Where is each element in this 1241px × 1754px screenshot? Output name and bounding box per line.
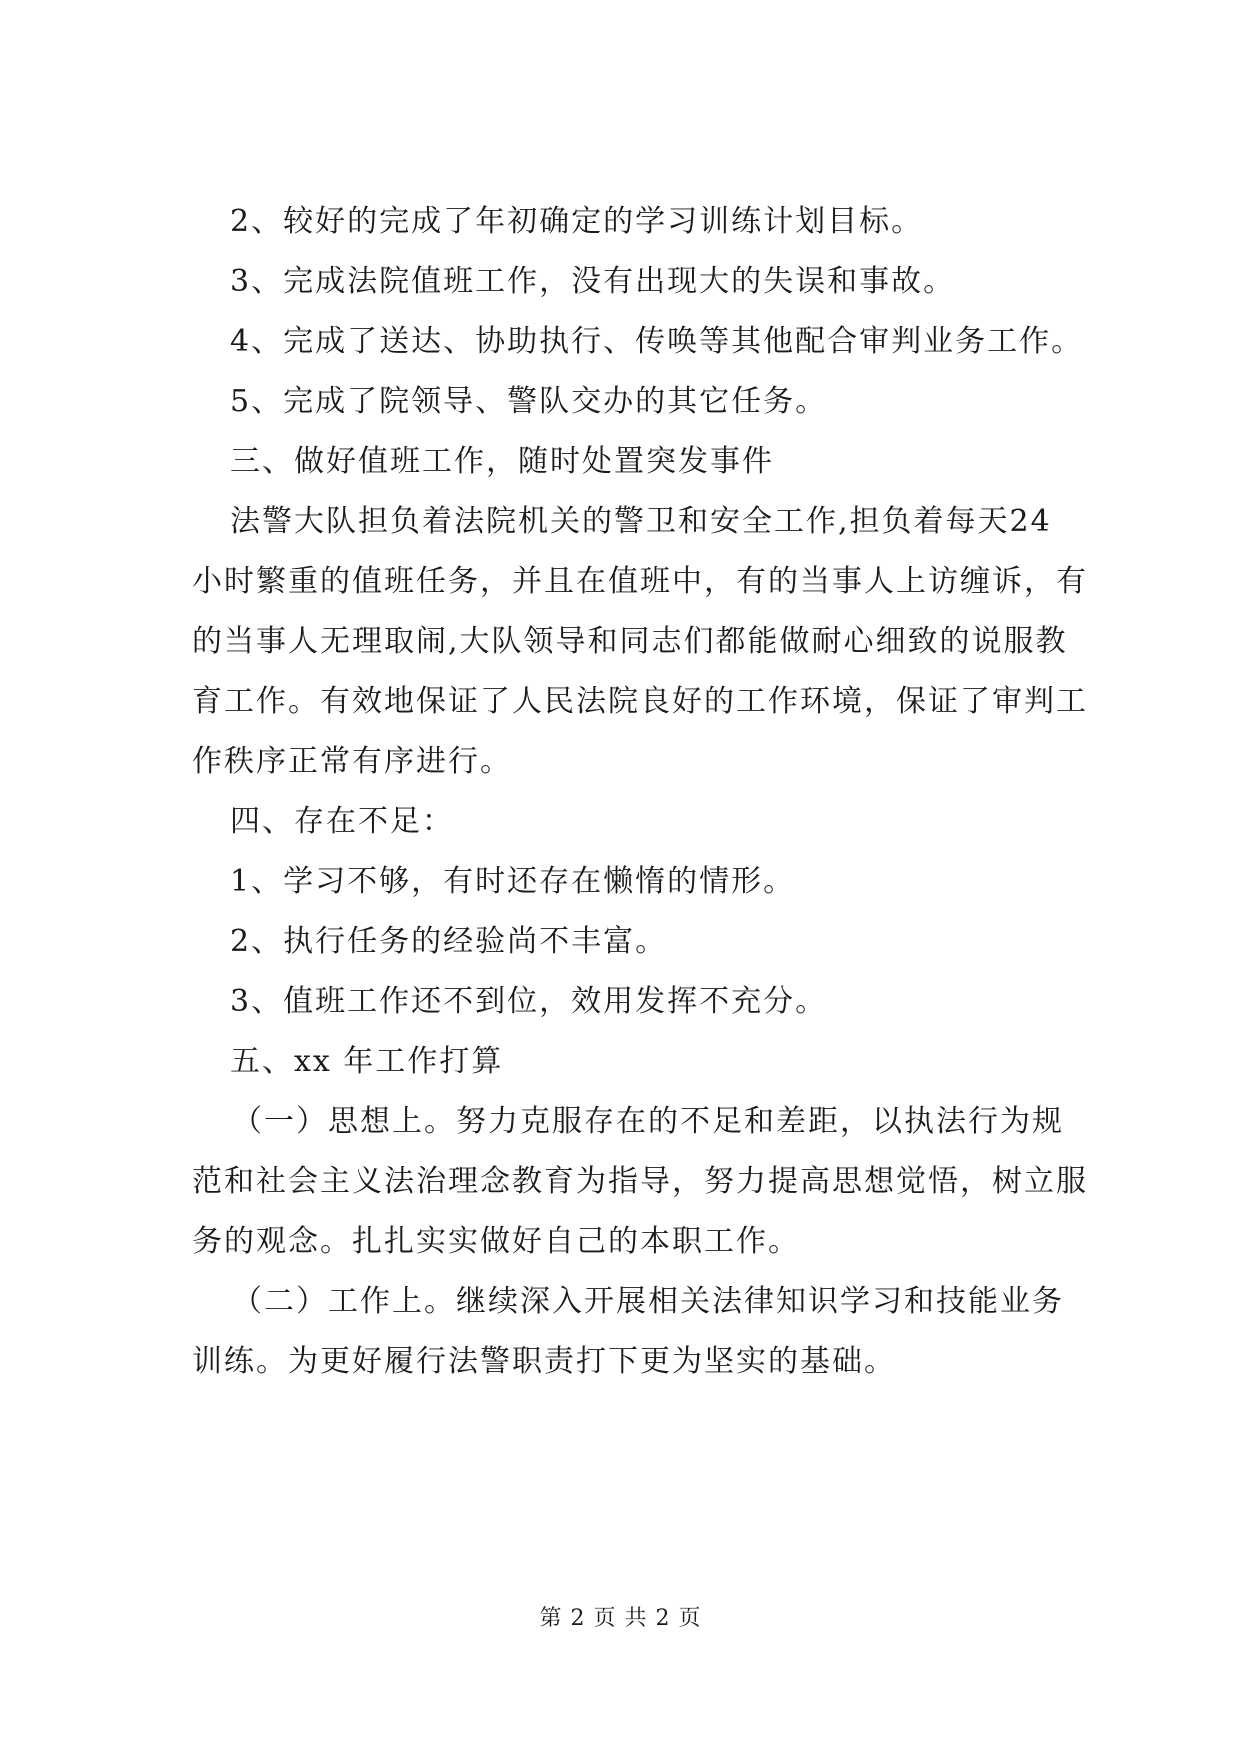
list-item: 2、较好的完成了年初确定的学习训练计划目标。 [230, 204, 924, 239]
list-item: 3、值班工作还不到位，效用发挥不充分。 [230, 984, 828, 1019]
paragraph-line: 法警大队担负着法院机关的警卫和安全工作,担负着每天24 [230, 504, 1052, 539]
list-item: 2、执行任务的经验尚不丰富。 [230, 924, 668, 959]
section-heading-4: 四、存在不足： [230, 804, 454, 839]
paragraph-line: 训练。为更好履行法警职责打下更为坚实的基础。 [192, 1344, 896, 1379]
list-item: 5、完成了院领导、警队交办的其它任务。 [230, 384, 828, 419]
section-3-paragraph [192, 492, 1088, 792]
list-item: 4、完成了送达、协助执行、传唤等其他配合审判业务工作。 [230, 324, 1084, 359]
list-item: 3、完成法院值班工作，没有出现大的失误和事故。 [230, 264, 956, 299]
document-body [192, 192, 1088, 1392]
paragraph-line: 小时繁重的值班任务，并且在值班中，有的当事人上访缠诉，有 [192, 564, 1088, 599]
section-heading-3: 三、做好值班工作，随时处置突发事件 [230, 444, 774, 479]
paragraph-line: 的当事人无理取闹,大队领导和同志们都能做耐心细致的说服教 [192, 624, 1068, 659]
paragraph-line: （一）思想上。努力克服存在的不足和差距，以执法行为规 [232, 1104, 1064, 1139]
section-5-paragraph-1 [192, 1092, 1088, 1272]
section-heading-5: 五、xx 年工作打算 [230, 1044, 504, 1079]
section-5-paragraph-2 [192, 1272, 1078, 1392]
paragraph-line: 务的观念。扎扎实实做好自己的本职工作。 [192, 1224, 800, 1259]
page-footer: 第 2 页 共 2 页 [539, 1606, 702, 1631]
paragraph-line: 育工作。有效地保证了人民法院良好的工作环境，保证了审判工 [192, 684, 1088, 719]
list-item: 1、学习不够，有时还存在懒惰的情形。 [230, 864, 796, 899]
paragraph-line: 范和社会主义法治理念教育为指导，努力提高思想觉悟，树立服 [192, 1164, 1088, 1199]
paragraph-line: （二）工作上。继续深入开展相关法律知识学习和技能业务 [232, 1284, 1064, 1319]
paragraph-line: 作秩序正常有序进行。 [192, 744, 512, 779]
